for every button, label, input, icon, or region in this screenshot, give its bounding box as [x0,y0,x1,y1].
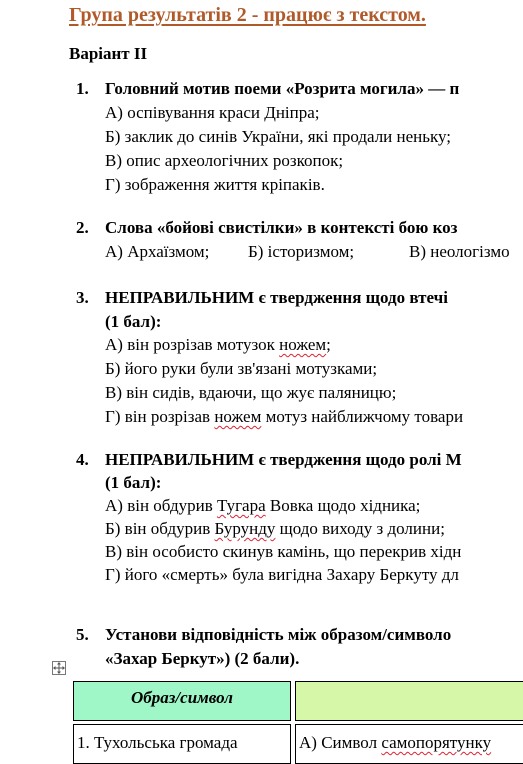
question-text: Установи відповідність між образом/символо [105,625,452,644]
question-text: НЕПРАВИЛЬНИМ є твердження щодо втечі [105,288,448,307]
question-text: НЕПРАВИЛЬНИМ є твердження щодо ролі М [105,450,462,469]
option-a-text: А) він обдурив [105,496,218,515]
option-d: Г) його «смерть» була вигідна Захару Беркуту дл [105,565,459,584]
spellcheck-word: Бурунду [214,519,276,538]
question-text: Головний мотив поеми «Розрита могила» — п [105,79,460,98]
question-number: 5. [76,625,89,644]
option-a-tail: Вовка щодо хідника; [265,496,421,515]
table-header-label: Образ/символ [131,688,233,707]
option-d: Г) зображення життя кріпаків. [105,175,325,194]
option-a-text: А) він розрізав мотузок [105,335,280,354]
option-b: Б) заклик до синів України, які продали неньку; [105,127,452,146]
option-c: В) він сидів, вдаючи, що жує паляницю; [105,383,397,402]
question-number: 2. [76,218,89,237]
table-cell-meaning [299,733,491,753]
option-b-tail: щодо виходу з долини; [275,519,445,538]
variant-label: Варіант ІІ [69,44,148,63]
spellcheck-word: самопорятунку [381,733,492,752]
option-c: В) він особисто скинув камінь, що перекрив хідн [105,542,462,561]
table-row [295,724,523,764]
option-a [105,496,420,516]
option-a [105,335,331,355]
option-a: А) Архаїзмом; [105,242,210,261]
table-header-image [73,681,291,721]
option-b [105,519,445,539]
option-b: Б) історизмом; [248,242,355,261]
option-b: Б) його руки були зв'язані мотузками; [105,359,378,378]
option-a-tail: ; [326,335,331,354]
question-text-line2: «Захар Беркут») (2 бали). [105,649,300,668]
option-d [105,407,463,427]
table-cell-image [77,733,238,753]
question-number: 3. [76,288,89,307]
table-header-meaning [295,681,523,721]
option-c: В) неологізмо [409,242,510,261]
question-points: (1 бал): [105,312,162,331]
page-title: Група результатів 2 - працює з текстом. [69,4,426,26]
option-b-text: Б) він обдурив [105,519,215,538]
option-c: В) опис археологічних розкопок; [105,151,344,170]
spellcheck-word: ножем [279,335,327,354]
option-d-text: Г) він розрізав [105,407,215,426]
question-number: 4. [76,450,89,469]
question-number: 1. [76,79,89,98]
table-row [73,724,291,764]
option-a: А) оспівування краси Дніпра; [105,103,320,122]
spellcheck-word: Тугара [217,496,266,515]
option-d-tail: мотуз найближчому товари [261,407,464,426]
table-move-handle-icon[interactable] [52,661,66,675]
table-cell-text: А) Символ [299,733,382,752]
spellcheck-word: ножем [214,407,262,426]
table-cell-text: 1. Тухольська громада [77,733,238,752]
question-points: (1 бал): [105,473,162,492]
question-text: Слова «бойові свистілки» в контексті бою коз [105,218,458,237]
